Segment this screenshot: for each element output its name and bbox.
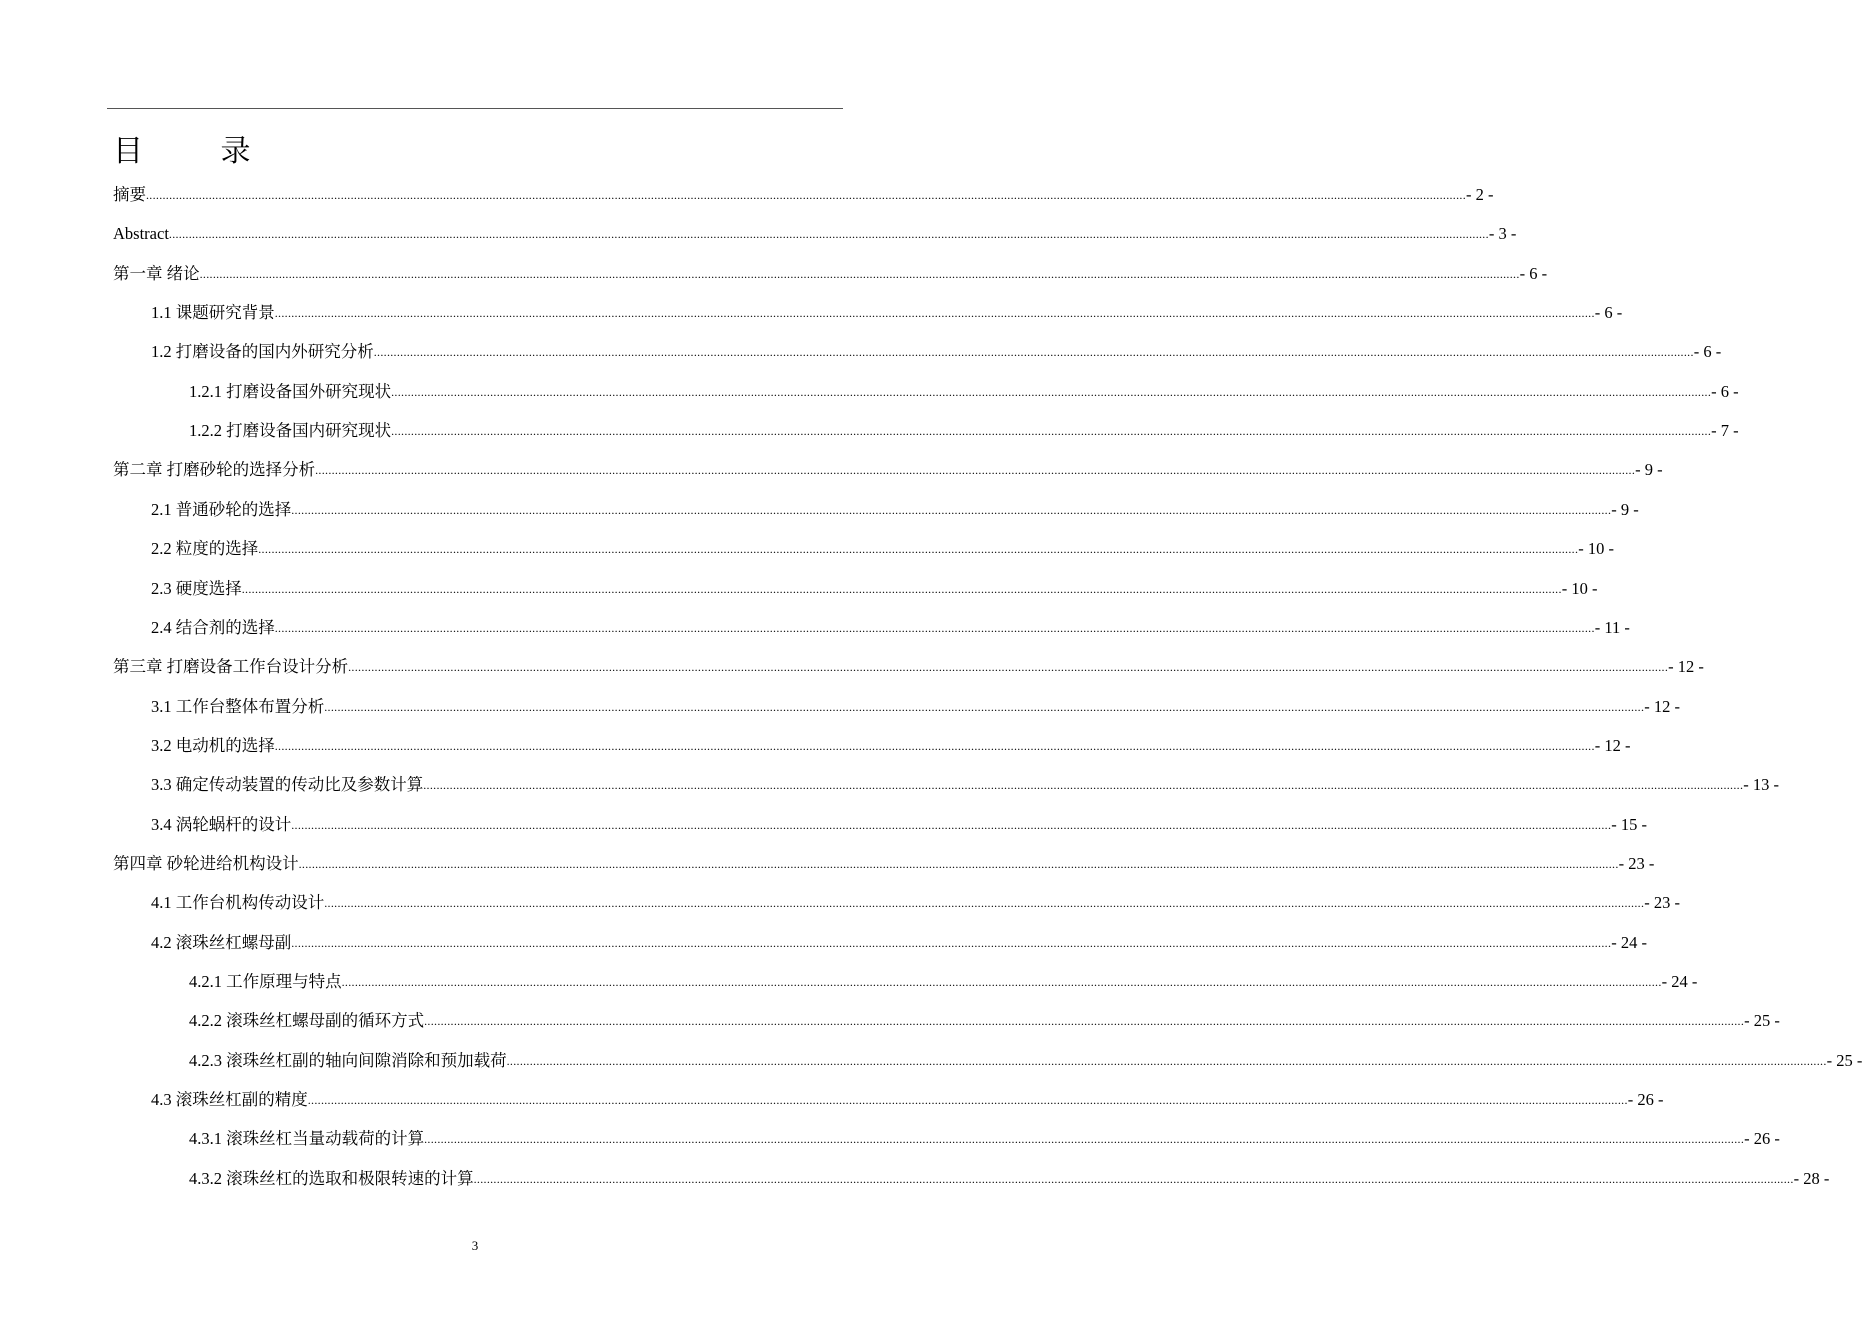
- toc-entry-title: 3.3 确定传动装置的传动比及参数计算: [151, 775, 424, 795]
- toc-dot-leader: ................................................................................................................................................................................................................................................................................................................................................................................................................: [291, 817, 1612, 832]
- toc-entry-page: - 12 -: [1644, 696, 1680, 716]
- toc-entry[interactable]: [113, 182, 1494, 206]
- toc-entry[interactable]: [189, 1166, 1830, 1190]
- toc-entry[interactable]: [151, 339, 1722, 363]
- toc-dot-leader: ................................................................................................................................................................................................................................................................................................................................................................................................................: [391, 424, 1712, 439]
- toc-dot-leader: ................................................................................................................................................................................................................................................................................................................................................................................................................: [274, 738, 1595, 753]
- toc-entry-page: - 24 -: [1661, 972, 1698, 991]
- toc-entry-title: 1.1 课题研究背景: [151, 303, 275, 323]
- toc-entry-page: - 13 -: [1743, 775, 1779, 795]
- toc-entry[interactable]: [113, 261, 1548, 285]
- toc-entry-page: - 6 -: [1711, 381, 1739, 401]
- toc-entry-title: 3.4 涡轮蜗杆的设计: [151, 814, 292, 834]
- toc-entry-title: 2.3 硬度选择: [151, 578, 242, 598]
- toc-dot-leader: ................................................................................................................................................................................................................................................................................................................................................................................................................: [298, 856, 1619, 871]
- toc-entry-page: - 25 -: [1826, 1050, 1862, 1070]
- toc-dot-leader: ................................................................................................................................................................................................................................................................................................................................................................................................................: [348, 660, 1669, 675]
- toc-entry-page: - 23 -: [1618, 853, 1655, 873]
- toc-dot-leader: ................................................................................................................................................................................................................................................................................................................................................................................................................: [146, 188, 1466, 202]
- toc-entry-title: 1.2 打磨设备的国内外研究分析: [151, 342, 374, 362]
- toc-entry-title: Abstract: [113, 224, 169, 244]
- toc-entry-page: - 23 -: [1644, 893, 1680, 913]
- toc-entry-title: 4.2.3 滚珠丝杠副的轴向间隙消除和预加载荷: [189, 1050, 507, 1070]
- toc-dot-leader: ................................................................................................................................................................................................................................................................................................................................................................................................................: [506, 1053, 1827, 1068]
- toc-entry-title: 4.3 滚珠丝杠副的精度: [151, 1090, 308, 1110]
- toc-entry-page: - 28 -: [1793, 1168, 1830, 1188]
- toc-entry-title: 4.2 滚珠丝杠螺母副: [151, 932, 292, 952]
- toc-entry-title: 3.2 电动机的选择: [151, 735, 275, 755]
- toc-entry-title: 第四章 砂轮进给机构设计: [113, 853, 299, 873]
- toc-dot-leader: ................................................................................................................................................................................................................................................................................................................................................................................................................: [274, 306, 1595, 321]
- toc-entry[interactable]: [189, 418, 1739, 442]
- toc-entry-page: - 15 -: [1611, 814, 1647, 834]
- toc-entry-page: - 26 -: [1627, 1090, 1664, 1110]
- toc-title: 目 录: [113, 134, 285, 169]
- toc-entry[interactable]: [151, 733, 1631, 757]
- toc-entry[interactable]: [113, 221, 1517, 245]
- toc-entry-page: - 3 -: [1488, 224, 1517, 244]
- toc-entry-title: 摘要: [113, 185, 146, 204]
- toc-dot-leader: ................................................................................................................................................................................................................................................................................................................................................................................................................: [341, 975, 1662, 989]
- toc-dot-leader: ................................................................................................................................................................................................................................................................................................................................................................................................................: [168, 227, 1489, 242]
- toc-entry[interactable]: [189, 1008, 1780, 1032]
- toc-entry[interactable]: [189, 379, 1739, 403]
- toc-entry-page: - 10 -: [1561, 578, 1598, 598]
- toc-dot-leader: ................................................................................................................................................................................................................................................................................................................................................................................................................: [315, 463, 1636, 478]
- toc-dot-leader: ................................................................................................................................................................................................................................................................................................................................................................................................................: [391, 384, 1712, 399]
- toc-dot-leader: ................................................................................................................................................................................................................................................................................................................................................................................................................: [324, 896, 1645, 911]
- toc-dot-leader: ................................................................................................................................................................................................................................................................................................................................................................................................................: [424, 1014, 1745, 1029]
- toc-entry-page: - 6 -: [1519, 263, 1548, 283]
- toc-entry-title: 3.1 工作台整体布置分析: [151, 696, 325, 716]
- toc-entry[interactable]: [151, 812, 1647, 836]
- toc-entry-page: - 2 -: [1466, 185, 1494, 204]
- toc-entry-page: - 24 -: [1611, 932, 1647, 952]
- toc-entry-title: 第三章 打磨设备工作台设计分析: [113, 657, 349, 677]
- toc-dot-leader: ................................................................................................................................................................................................................................................................................................................................................................................................................: [291, 502, 1612, 517]
- toc-entry-page: - 9 -: [1635, 460, 1663, 480]
- toc-dot-leader: ................................................................................................................................................................................................................................................................................................................................................................................................................: [258, 542, 1579, 557]
- page-number: 3: [471, 1238, 479, 1253]
- toc-entry-page: - 6 -: [1594, 303, 1623, 323]
- toc-entry[interactable]: [189, 1126, 1780, 1150]
- toc-entry-title: 第一章 绪论: [113, 263, 200, 283]
- toc-entry[interactable]: [151, 536, 1614, 560]
- toc-entry[interactable]: [113, 851, 1655, 875]
- toc-entry-page: - 25 -: [1744, 1011, 1780, 1031]
- toc-entry-title: 2.2 粒度的选择: [151, 539, 259, 559]
- toc-entry-page: - 7 -: [1711, 421, 1739, 441]
- toc-dot-leader: ................................................................................................................................................................................................................................................................................................................................................................................................................: [373, 345, 1694, 360]
- toc-entry-page: - 11 -: [1594, 617, 1630, 637]
- toc-entry-title: 4.1 工作台机构传动设计: [151, 893, 325, 913]
- toc-entry-title: 4.3.1 滚珠丝杠当量动载荷的计算: [189, 1129, 425, 1149]
- toc-entry[interactable]: [189, 1048, 1862, 1072]
- toc-dot-leader: ................................................................................................................................................................................................................................................................................................................................................................................................................: [423, 778, 1744, 793]
- toc-entry-title: 第二章 打磨砂轮的选择分析: [113, 460, 316, 480]
- toc-entry[interactable]: [151, 1087, 1664, 1111]
- toc-entry[interactable]: [113, 654, 1704, 678]
- toc-dot-leader: ................................................................................................................................................................................................................................................................................................................................................................................................................: [324, 699, 1645, 714]
- toc-entry-page: - 12 -: [1594, 735, 1631, 755]
- toc-entry-title: 4.2.1 工作原理与特点: [189, 972, 342, 991]
- toc-entry-title: 2.4 结合剂的选择: [151, 617, 275, 637]
- toc-dot-leader: ................................................................................................................................................................................................................................................................................................................................................................................................................: [241, 581, 1562, 596]
- toc-entry-page: - 6 -: [1693, 342, 1722, 362]
- toc-entry-title: 4.2.2 滚珠丝杠螺母副的循环方式: [189, 1011, 425, 1031]
- toc-entry-page: - 10 -: [1578, 539, 1614, 559]
- toc-entry-title: 2.1 普通砂轮的选择: [151, 499, 292, 519]
- toc-entry[interactable]: [151, 615, 1630, 639]
- toc-entry[interactable]: [189, 969, 1698, 993]
- toc-entry[interactable]: [151, 772, 1779, 796]
- toc-dot-leader: ................................................................................................................................................................................................................................................................................................................................................................................................................: [291, 935, 1612, 950]
- toc-entry[interactable]: [151, 694, 1680, 718]
- toc-entry-page: - 26 -: [1744, 1129, 1780, 1149]
- toc-entry[interactable]: [151, 300, 1623, 324]
- toc-entry-title: 1.2.2 打磨设备国内研究现状: [189, 421, 392, 441]
- toc-entry[interactable]: [113, 457, 1663, 481]
- toc-entry[interactable]: [151, 497, 1639, 521]
- toc-dot-leader: ................................................................................................................................................................................................................................................................................................................................................................................................................: [473, 1171, 1794, 1186]
- toc-dot-leader: ................................................................................................................................................................................................................................................................................................................................................................................................................: [274, 620, 1595, 635]
- toc-entry-title: 1.2.1 打磨设备国外研究现状: [189, 381, 392, 401]
- header-rule: [107, 108, 843, 109]
- toc-dot-leader: ................................................................................................................................................................................................................................................................................................................................................................................................................: [199, 266, 1520, 281]
- toc-dot-leader: ................................................................................................................................................................................................................................................................................................................................................................................................................: [307, 1093, 1628, 1108]
- toc-entry[interactable]: [151, 576, 1598, 600]
- toc-entry-title: 4.3.2 滚珠丝杠的选取和极限转速的计算: [189, 1168, 474, 1188]
- toc-entry-page: - 12 -: [1668, 657, 1704, 677]
- toc-entry[interactable]: [151, 930, 1647, 954]
- toc-entry-page: - 9 -: [1611, 499, 1639, 519]
- toc-entry[interactable]: [151, 890, 1680, 914]
- toc-dot-leader: ................................................................................................................................................................................................................................................................................................................................................................................................................: [424, 1132, 1745, 1147]
